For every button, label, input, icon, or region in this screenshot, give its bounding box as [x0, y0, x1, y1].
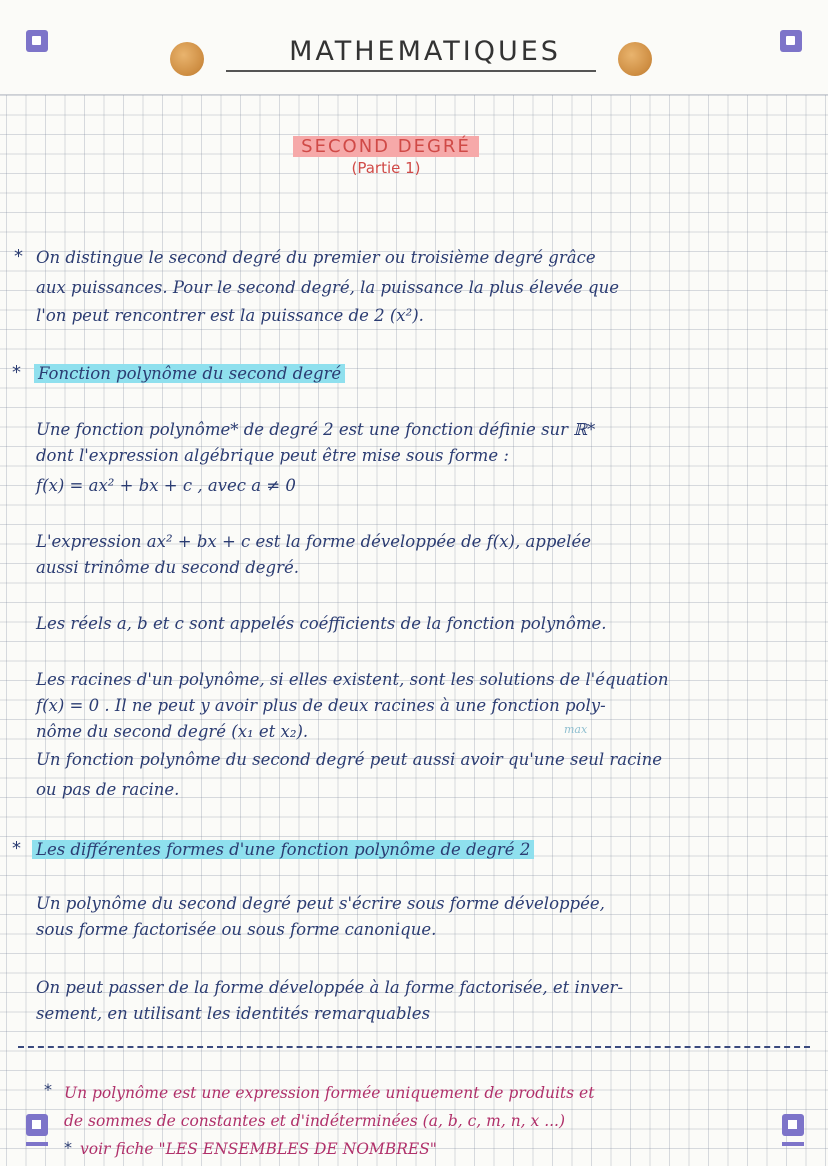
- developed-form-line: L'expression ax² + bx + c est la forme développée de f(x), appelée: [36, 532, 591, 551]
- section-heading-text: Fonction polynôme du second degré: [34, 364, 345, 383]
- intro-line: aux puissances. Pour le second degré, la puissance la plus élevée que: [36, 278, 619, 297]
- forms-line: Un polynôme du second degré peut s'écrire sous forme développée,: [36, 894, 605, 913]
- corner-marker-icon: [780, 30, 802, 52]
- footnote-star: *: [44, 1080, 52, 1099]
- title-underline: [226, 70, 596, 72]
- max-note: max: [564, 723, 588, 736]
- section-heading: [32, 840, 534, 860]
- binder-hole-icon: [618, 42, 652, 76]
- footnote-line: voir fiche "LES ENSEMBLES DE NOMBRES": [80, 1140, 437, 1158]
- roots-line: Un fonction polynôme du second degré peut aussi avoir qu'une seul racine: [36, 750, 663, 769]
- intro-bullet: *: [14, 246, 23, 267]
- binder-hole-icon: [170, 42, 204, 76]
- section-bullet: *: [12, 838, 21, 859]
- roots-line: Les racines d'un polynôme, si elles existent, sont les solutions de l'équation: [36, 670, 669, 689]
- definition-line: dont l'expression algébrique peut être mise sous forme :: [36, 446, 509, 465]
- footnote-star: *: [64, 1138, 72, 1157]
- coefficients-line: Les réels a, b et c sont appelés coéfficients de la fonction polynôme.: [36, 614, 607, 633]
- footnote-separator: [18, 1046, 810, 1048]
- corner-marker-icon: [26, 1114, 48, 1136]
- corner-marker-bar: [782, 1142, 804, 1146]
- intro-line: l'on peut rencontrer est la puissance de 2 (x²).: [36, 306, 424, 325]
- subject-title: MATHEMATIQUES: [289, 36, 561, 67]
- section-heading: [34, 364, 345, 384]
- page-header: [0, 0, 828, 95]
- roots-line: f(x) = 0 . Il ne peut y avoir plus de deux racines à une fonction poly-: [36, 696, 606, 715]
- section-heading-text: Les différentes formes d'une fonction polynôme de degré 2: [32, 840, 534, 859]
- definition-line: Une fonction polynôme* de degré 2 est une fonction définie sur ℝ*: [36, 420, 596, 439]
- forms-line: sous forme factorisée ou sous forme canonique.: [36, 920, 437, 939]
- corner-marker-icon: [782, 1114, 804, 1136]
- roots-line: nôme du second degré (x₁ et x₂).: [36, 722, 309, 741]
- lesson-subtitle: (Partie 1): [351, 159, 421, 177]
- intro-line: On distingue le second degré du premier ou troisième degré grâce: [36, 248, 596, 267]
- corner-marker-icon: [26, 30, 48, 52]
- roots-line: ou pas de racine.: [36, 780, 180, 799]
- corner-marker-bar: [26, 1142, 48, 1146]
- developed-form-line: aussi trinôme du second degré.: [36, 558, 299, 577]
- passage-line: On peut passer de la forme développée à la forme factorisée, et inver-: [36, 978, 624, 997]
- lesson-title-block: [278, 136, 494, 177]
- section-bullet: *: [12, 362, 21, 383]
- footnote-line: de sommes de constantes et d'indéterminées (a, b, c, m, n, x ...): [64, 1112, 566, 1130]
- formula-line: f(x) = ax² + bx + c , avec a ≠ 0: [36, 476, 296, 495]
- lesson-title: SECOND DEGRÉ: [293, 136, 479, 157]
- footnote-line: Un polynôme est une expression formée uniquement de produits et: [64, 1084, 595, 1102]
- passage-line: sement, en utilisant les identités remarquables: [36, 1004, 431, 1023]
